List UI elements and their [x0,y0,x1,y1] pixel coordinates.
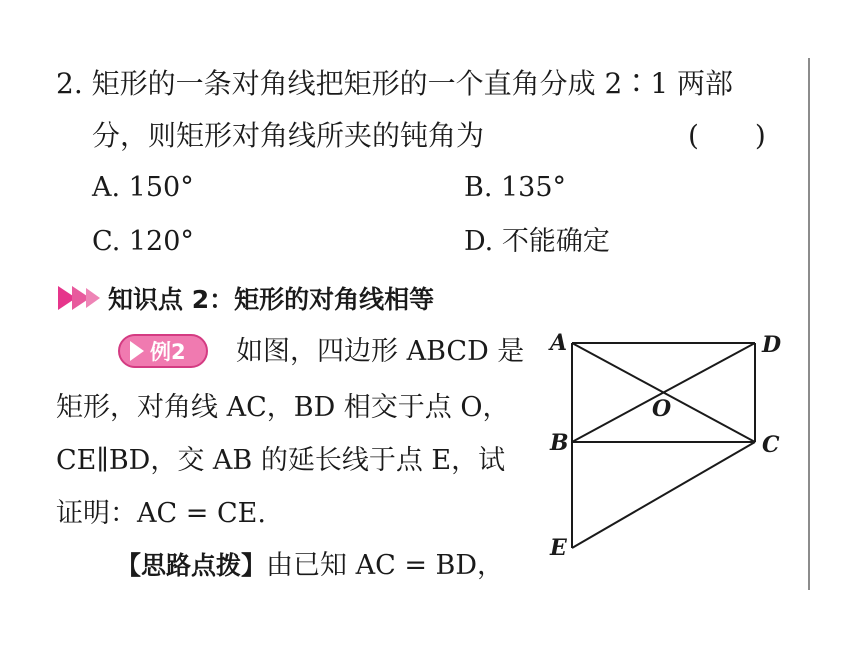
question-line-1: 2. 矩形的一条对角线把矩形的一个直角分成 2∶1 两部 [56,67,734,100]
segment-ce [572,442,755,548]
label-b: B [550,430,569,456]
hint-text: 由已知 AC = BD， [266,550,505,581]
hint-line [116,548,504,584]
example-line-2: 矩形，对角线 AC，BD 相交于点 O， [56,392,510,423]
label-c: C [762,432,780,458]
geometry-figure [540,330,800,565]
example-line-1: 如图，四边形 ABCD 是 [236,336,525,367]
question-line-2: 分，则矩形对角线所夹的钝角为 [92,119,485,152]
option-b: B. 135° [464,172,567,203]
example-badge [118,334,208,368]
knowledge-point-title: 知识点 2：矩形的对角线相等 [108,285,435,314]
label-e: E [550,535,567,561]
play-icon [130,341,144,361]
option-a: A. 150° [92,172,194,203]
margin-rule [808,58,810,590]
triple-arrow-icon [58,286,96,310]
example-line-4: 证明：AC = CE. [56,498,266,529]
option-c: C. 120° [92,226,194,257]
example-line-3: CE∥BD，交 AB 的延长线于点 E，试 [56,445,506,476]
hint-label: 【思路点拨】 [116,551,267,580]
figure-lines [572,343,755,548]
label-a: A [550,330,568,356]
knowledge-point-heading [58,280,434,316]
label-o: O [652,396,672,422]
answer-parentheses: ( ) [688,119,766,152]
example-badge-label: 例2 [150,340,186,364]
label-d: D [762,332,782,358]
option-d: D. 不能确定 [464,226,610,257]
